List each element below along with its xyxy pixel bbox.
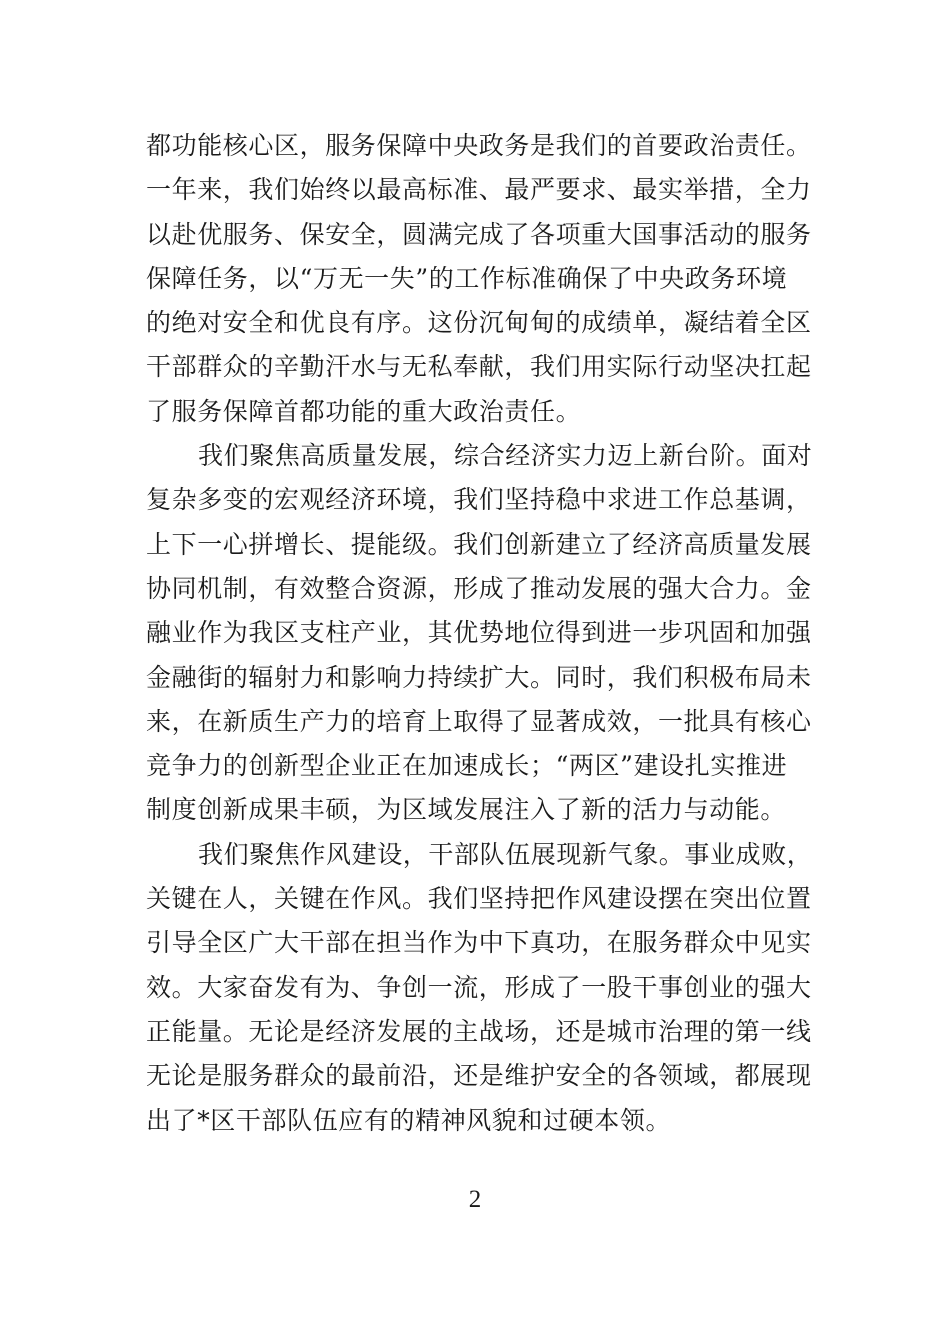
text-line: 我们聚焦作风建设，干部队伍展现新气象。事业成败， (198, 839, 813, 869)
text-line: 一年来，我们始终以最高标准、最严要求、最实举措，全力 (146, 175, 812, 205)
text-line: 关键在人，关键在作风。我们坚持把作风建设摆在突出位置 (146, 884, 812, 914)
text-line: 正能量。无论是经济发展的主战场，还是城市治理的第一线 (146, 1016, 812, 1046)
text-line: 效。大家奋发有为、争创一流，形成了一股干事创业的强大 (146, 972, 812, 1002)
text-line: 的绝对安全和优良有序。这份沉甸甸的成绩单，凝结着全区 (146, 308, 812, 338)
text-line: 引导全区广大干部在担当作为中下真功，在服务群众中见实 (146, 928, 812, 958)
text-line: 出了*区干部队伍应有的精神风貌和过硬本领。 (146, 1105, 672, 1135)
text-line: 金融街的辐射力和影响力持续扩大。同时，我们积极布局未 (146, 662, 812, 692)
text-line: 保障任务，以“万无一失”的工作标准确保了中央政务环境 (146, 263, 788, 293)
text-line: 复杂多变的宏观经济环境，我们坚持稳中求进工作总基调， (146, 485, 812, 515)
text-line: 干部群众的辛勤汗水与无私奉献，我们用实际行动坚决扛起 (146, 352, 812, 382)
text-line: 竞争力的创新型企业正在加速成长；“两区”建设扎实推进 (146, 751, 788, 781)
text-line: 以赴优服务、保安全，圆满完成了各项重大国事活动的服务 (146, 219, 812, 249)
text-line: 制度创新成果丰硕，为区域发展注入了新的活力与动能。 (146, 795, 787, 825)
text-line: 协同机制，有效整合资源，形成了推动发展的强大合力。金 (146, 573, 812, 603)
body-text (146, 124, 813, 1143)
text-line: 融业作为我区支柱产业，其优势地位得到进一步巩固和加强 (146, 618, 812, 648)
text-line: 我们聚焦高质量发展，综合经济实力迈上新台阶。面对 (198, 441, 813, 471)
page-number: 2 (468, 1186, 482, 1213)
text-line: 上下一心拼增长、提能级。我们创新建立了经济高质量发展 (146, 529, 812, 559)
text-line: 了服务保障首都功能的重大政治责任。 (146, 396, 582, 426)
text-line: 来，在新质生产力的培育上取得了显著成效，一批具有核心 (146, 706, 812, 736)
text-line: 无论是服务群众的最前沿，还是维护安全的各领域，都展现 (146, 1061, 812, 1091)
text-line: 都功能核心区，服务保障中央政务是我们的首要政治责任。 (146, 131, 812, 160)
